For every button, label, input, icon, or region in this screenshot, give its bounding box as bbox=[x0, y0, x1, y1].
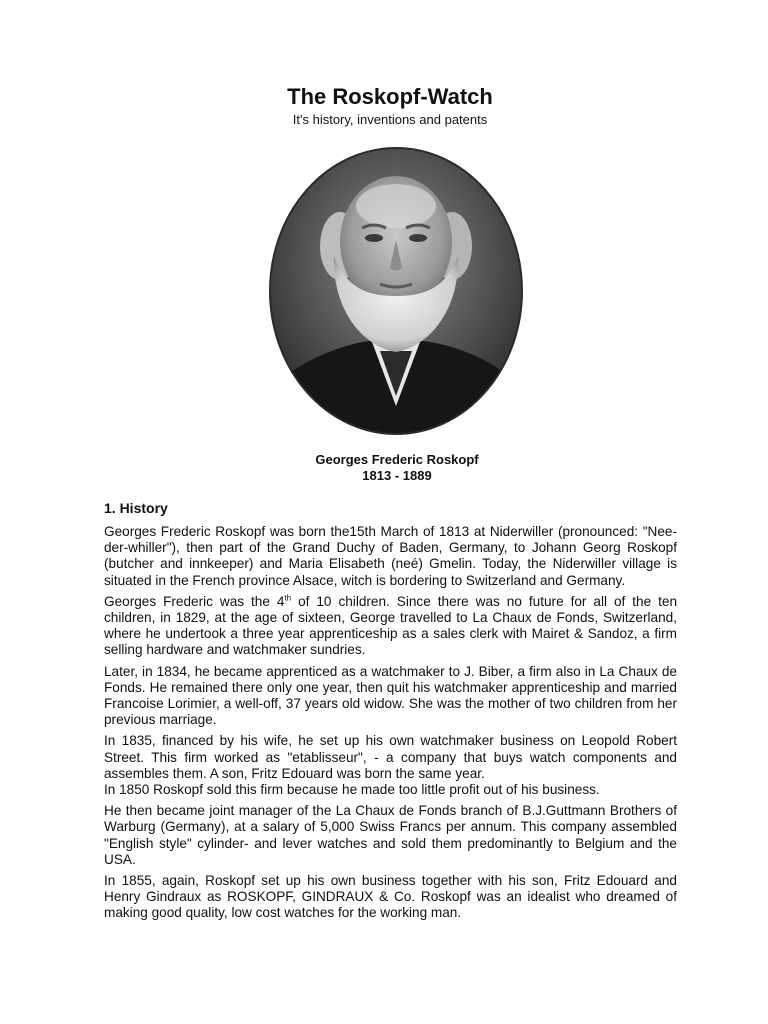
paragraph-childhood-end: of 10 children. Since there was no future for all of the ten children, in 1829, at the age of sixteen, George travelled to La Chaux de Fonds, Switzerland, where he undertook a three year apprenticeship as a sales clerk with Mairet & Sandoz, a firm selling hardware and watchmaker sundries. bbox=[104, 593, 678, 658]
paragraph-guttmann: He then became joint manager of the La Chaux de Fonds branch of B.J.Guttmann Brothers of Warburg (Germany), at a salary of 5,000 Swiss Francs per annum. This company assembled "English style" cylinder- and lever watches and sold them predominantly to Belgium and the USA. bbox=[104, 803, 677, 867]
portrait-caption bbox=[0, 452, 768, 484]
paragraph-childhood bbox=[104, 594, 677, 659]
history-body bbox=[104, 524, 677, 927]
paragraph-birth: Georges Frederic Roskopf was born the15th March of 1813 at Niderwiller (pronounced: "Nee-der-whiller"), then part of the Grand Duchy of Baden, Germany, to Johann Georg Roskopf (butcher and innkeeper) and Maria Elisabeth (neé) Gmelin. Today, the Niderwiller village is situated in the French province Alsace, witch is bordering to Switzerland and Germany. bbox=[104, 524, 677, 588]
paragraph-childhood-start: Georges Frederic was the 4 bbox=[104, 593, 285, 609]
page-title: The Roskopf-Watch bbox=[287, 84, 493, 109]
paragraph-apprenticeship: Later, in 1834, he became apprenticed as a watchmaker to J. Biber, a firm also in La Chaux de Fonds. He remained there only one year, then quit his watchmaker apprenticeship and married Francoise Lorimier, a well-off, 37 years old widow. She was the mother of two children from her previous marriage. bbox=[104, 663, 677, 728]
paragraph-business: In 1835, financed by his wife, he set up his own watchmaker business on Leopold Robert Street. This firm worked as "etablisseur", - a company that buys watch components and assembles them. A son, Fritz Edouard was born the same year. bbox=[104, 733, 677, 781]
paragraph-gindraux: In 1855, again, Roskopf set up his own business together with his son, Fritz Edouard and Henry Gindraux as ROSKOPF, GINDRAUX & Co. Roskopf was an idealist who dreamed of making good quality, low cost watches for the working man. bbox=[104, 873, 677, 921]
caption-years: 1813 - 1889 bbox=[362, 468, 432, 483]
caption-name: Georges Frederic Roskopf bbox=[315, 452, 479, 467]
page-subtitle: It's history, inventions and patents bbox=[292, 112, 488, 127]
paragraph-sale: In 1850 Roskopf sold this firm because he made too little profit out of his business. bbox=[104, 782, 600, 798]
ordinal-suffix: th bbox=[284, 593, 292, 603]
portrait-photo-icon bbox=[268, 146, 524, 436]
section-heading-history: 1. History bbox=[104, 500, 168, 516]
